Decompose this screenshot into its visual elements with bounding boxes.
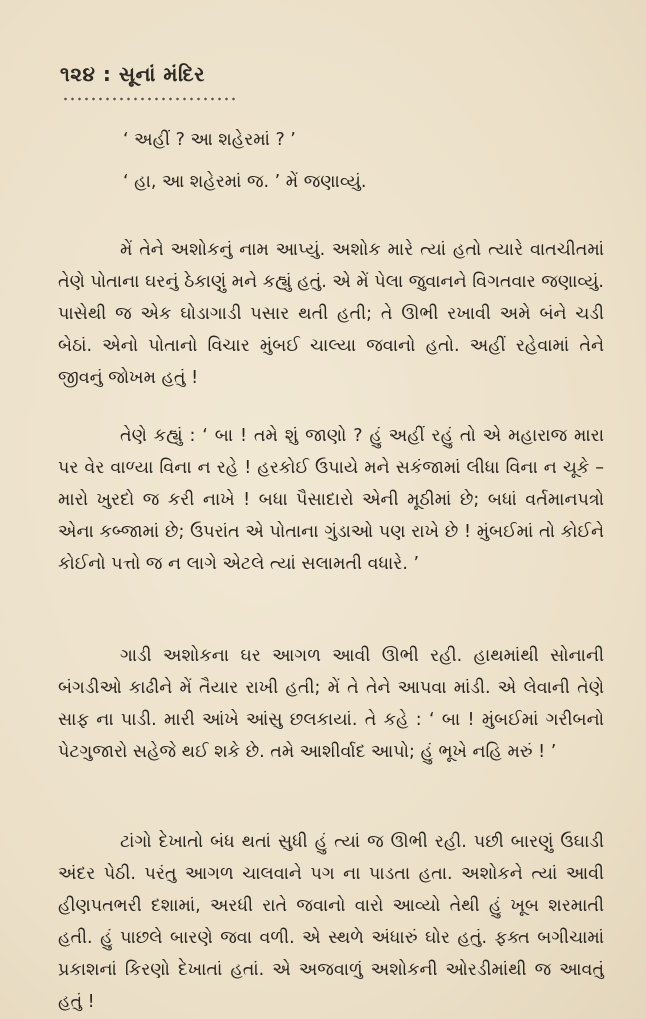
paragraph-3-text: ગાડી અશોકના ઘર આગળ આવી ઊભી રહી. હાથમાંથી સોનાની બંગડીઓ કાઢીને મેં તૈયાર રાખી હતી; મેં તે તેને આપવા માંડી. એ લેવાની તેણે સાફ ના પાડી. મારી આંખે આંસુ છલકાયાં. તે કહે : ‘ બા ! મુંબઈમાં ગરીબનો પેટગુજારો સહેજે થઈ શકે છે. તમે આશીર્વાદ આપો; હું ભૂખે નહિ મરું ! ’	[58, 646, 604, 762]
paragraph-1	[58, 234, 604, 394]
paragraph-4-text: ટાંગો દેખાતો બંધ થતાં સુધી હું ત્યાં જ ઊભી રહી. પછી બારણું ઉઘાડી અંદર પેઠી. પરંતુ આગળ ચાલવાને પગ ના પાડતા હતા. અશોકને ત્યાં આવી હીણપતભરી દશામાં, અરધી રાતે જવાનો વારો આવ્યો તેથી હું ખૂબ શરમાતી હતી. હું પાછલે બારણે જવા વળી. એ સ્થળે અંધારું ઘોર હતું. ફક્ત બગીચામાં પ્રકાશનાં કિરણો દેખાતાં હતાં. એ અજવાળું અશોકની ઓરડીમાંથી જ આવતું હતું !	[58, 832, 604, 1012]
paragraph-1-text: મેં તેને અશોકનું નામ આપ્યું. અશોક મારે ત્યાં હતો ત્યારે વાતચીતમાં તેણે પોતાના ઘરનું ઠેકાણું મને કહ્યું હતું. એ મેં પેલા જુવાનને વિગતવાર જણાવ્યું. પાસેથી જ એક ઘોડાગાડી પસાર થતી હતી; તે ઊભી રખાવી અમે બંને ચડી બેઠાં. એનો પોતાનો વિચાર મુંબઈ ચાલ્યા જવાનો હતો. અહીં રહેવામાં તેને જીવનું જોખમ હતું !	[58, 240, 604, 388]
page-header: ૧૨૪ : સૂનાં મંદિર	[60, 62, 205, 86]
header-dotted-underline	[62, 96, 236, 102]
dialogue-line-2: ‘ હા, આ શહેરમાં જ. ’ મેં જણાવ્યું.	[123, 172, 367, 192]
paragraph-3	[58, 640, 604, 768]
dialogue-line-1: ‘ અહીં ? આ શહેરમાં ? ’	[123, 130, 296, 150]
paragraph-2	[58, 420, 604, 580]
paragraph-4	[58, 826, 604, 1018]
paragraph-2-text: તેણે કહ્યું : ‘ બા ! તમે શું જાણો ? હું અહીં રહું તો એ મહારાજ મારા પર વેર વાળ્યા વિના ન રહે ! હરકોઈ ઉપાયે મને સકંજામાં લીધા વિના ન ચૂકે – મારો ખુરદો જ કરી નાખે ! બધા પૈસાદારો એની મૂઠીમાં છે; બધાં વર્તમાનપત્રો એના કબ્જામાં છે; ઉપરાંત એ પોતાના ગુંડાઓ પણ રાખે છે ! મુંબઈમાં તો કોઈને કોઈનો પત્તો જ ન લાગે એટલે ત્યાં સલામતી વધારે. ’	[58, 426, 604, 574]
